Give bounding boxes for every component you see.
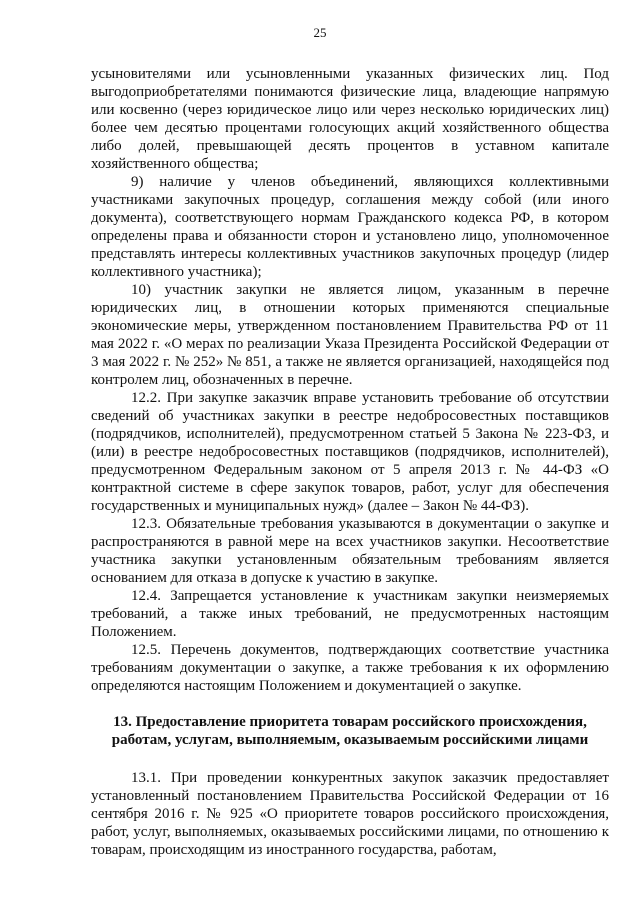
paragraph-item-10: 10) участник закупки не является лицом, указанным в перечне юридических лиц, в отношении которых применяются специальные экономические меры, утвержденном постановлением Правительства РФ от 11 мая 2022 г. «О мерах по реализации Указа Президента Российской Федерации от 3 мая 2022 г. № 252» № 851, а также не является организацией, находящейся под контролем лиц, обозначенных в перечне. [91, 282, 609, 388]
page-number: 25 [313, 25, 327, 40]
paragraph-item-9: 9) наличие у членов объединений, являющихся коллективными участниками закупочных процедур, соглашения между собой (или иного документа), соответствующего нормам Гражданского кодекса РФ, в котором определены права и обязанности сторон и установлено лицо, уполномоченное представлять интересы коллективных участников закупочных процедур (лидер коллективного участника); [91, 174, 609, 280]
document-body [91, 65, 609, 859]
section-heading: 13. Предоставление приоритета товарам российского происхождения, работам, услугам, выполняемым, оказываемым российскими лицами [111, 714, 589, 748]
paragraph-12-2: 12.2. При закупке заказчик вправе установить требование об отсутствии сведений об участниках закупки в реестре недобросовестных поставщиков (подрядчиков, исполнителей), предусмотренном статьей 5 Закона № 223-ФЗ, и (или) в реестре недобросовестных поставщиков (подрядчиков, исполнителей), предусмотренном Федеральным законом от 5 апреля 2013 г. № 44-ФЗ «О контрактной системе в сфере закупок товаров, работ, услуг для обеспечения государственных и муниципальных нужд» (далее – Закон № 44-ФЗ). [91, 390, 609, 514]
paragraph-continuation: усыновителями или усыновленными указанных физических лиц. Под выгодоприобретателями понимаются физические лица, владеющие напрямую или косвенно (через юридическое лицо или через несколько юридических лиц) более чем десятью процентами голосующих акций хозяйственного общества либо долей, превышающей десять процентов в уставном капитале хозяйственного общества; [91, 66, 609, 172]
paragraph-12-3: 12.3. Обязательные требования указываются в документации о закупке и распространяются в равной мере на всех участников закупки. Несоответствие участника закупки установленным обязательным требованиям является основанием для отказа в допуске к участию в закупке. [91, 516, 609, 586]
paragraph-12-5: 12.5. Перечень документов, подтверждающих соответствие участника требованиям документации о закупке, а также требования к их оформлению определяются настоящим Положением и документацией о закупке. [91, 642, 609, 694]
paragraph-13-1: 13.1. При проведении конкурентных закупок заказчик предоставляет установленный постановлением Правительства Российской Федерации от 16 сентября 2016 г. № 925 «О приоритете товаров российского происхождения, работ, услуг, выполняемых, оказываемых российскими лицами, по отношению к товарам, происходящим из иностранного государства, работам, [91, 770, 609, 858]
paragraph-12-4: 12.4. Запрещается установление к участникам закупки неизмеряемых требований, а также иных требований, не предусмотренных настоящим Положением. [91, 588, 609, 640]
